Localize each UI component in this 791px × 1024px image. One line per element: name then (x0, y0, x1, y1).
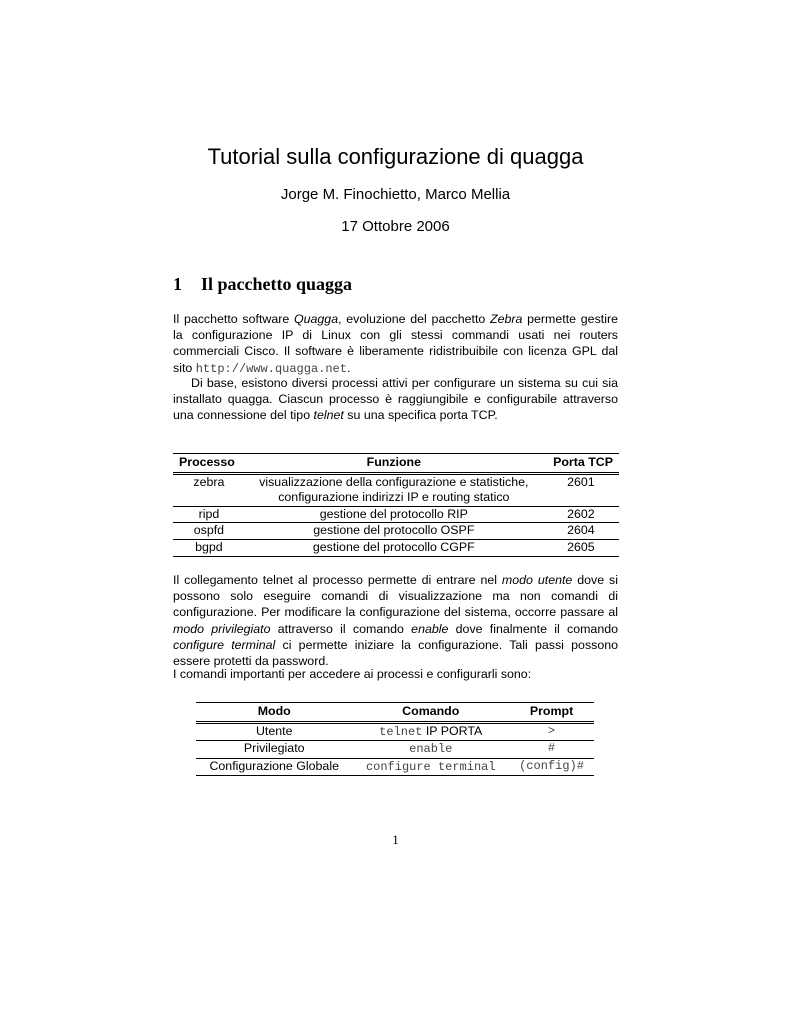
configure-terminal-term: configure terminal (173, 637, 276, 652)
authors: Jorge M. Finochietto, Marco Mellia (280, 186, 511, 203)
header-prompt: Prompt (509, 703, 594, 723)
quagga-term: Quagga (294, 312, 339, 326)
paragraph-commands-intro: I comandi importanti per accedere ai processi e configurarli sono: (173, 667, 532, 681)
telnet-term: telnet (313, 408, 344, 423)
paragraph-processes: Di base, esistono diversi processi attivi per configurare un sistema su cui sia installato quagga. Ciascun processo è raggiungibile e configurabile attraverso una connessione del tipo telnet su una specifica porta TCP. (173, 376, 618, 423)
header-comando: Comando (352, 703, 509, 723)
commands-table (196, 702, 594, 776)
section-number: 1 (173, 274, 182, 294)
enable-term: enable (411, 621, 449, 636)
modo-utente-term: modo utente (501, 573, 573, 587)
table-row: Utente telnet IP PORTA > (196, 722, 594, 741)
header-modo: Modo (196, 703, 352, 723)
paragraph-modes: Il collegamento telnet al processo permette di entrare nel modo utente dove si possono solo eseguire comandi di visualizzazione ma non comandi di configurazione. Per modificare la configurazione del sistema, occorre passare al modo privilegiato attraverso il comando enable dove finalmente il comando configure terminal ci permette iniziare la configurazione. Tali passi possono essere protetti da password. (173, 573, 619, 669)
table-row: Configurazione Globale configure terminal (config)# (196, 758, 594, 776)
header-porta: Porta TCP (543, 454, 619, 474)
table-row: bgpd gestione del protocollo CGPF 2605 (173, 539, 619, 556)
zebra-term: Zebra (490, 312, 523, 326)
quagga-url[interactable]: http://www.quagga.net (195, 361, 347, 376)
table-row: zebra visualizzazione della configurazione e statistiche, configurazione indirizzi IP e routing statico 2601 (173, 473, 619, 506)
modo-privilegiato-term: modo privilegiato (173, 621, 271, 636)
paragraph-intro: Il pacchetto software Quagga, evoluzione del pacchetto Zebra permette gestire la configurazione IP di Linux con gli stessi commandi usati nei routers commerciali Cisco. Il software è liberamente ridistribuibile con licenza GPL dal sito http://www.quagga.net. (173, 312, 618, 376)
process-table (173, 453, 619, 557)
section-heading (173, 274, 352, 295)
page-title: Tutorial sulla configurazione di quagga (207, 144, 584, 169)
table-row: ospfd gestione del protocollo OSPF 2604 (173, 523, 619, 540)
page-number: 1 (392, 832, 399, 847)
section-title: Il pacchetto quagga (201, 274, 353, 294)
table-row: Privilegiato enable # (196, 741, 594, 759)
table-row: ripd gestione del protocollo RIP 2602 (173, 506, 619, 523)
date: 17 Ottobre 2006 (341, 218, 450, 235)
header-funzione: Funzione (245, 454, 543, 474)
header-processo: Processo (173, 454, 245, 474)
